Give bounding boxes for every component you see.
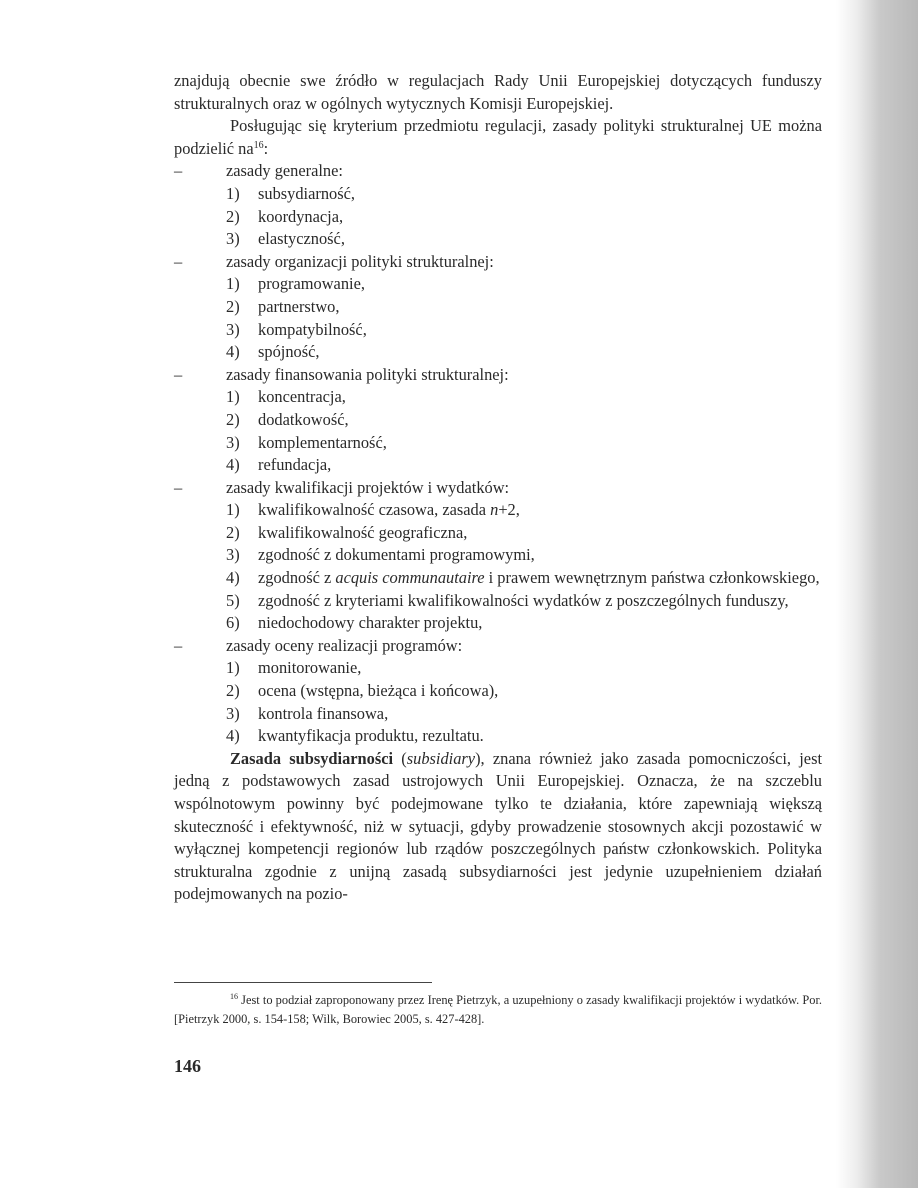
footnote-separator (174, 982, 432, 983)
page-body (174, 70, 822, 906)
dash-bullet: – (174, 161, 183, 181)
list-item: 4) spójność, (226, 342, 320, 362)
list-item: 1) subsydiarność, (226, 183, 355, 203)
numbered-list (174, 273, 822, 363)
group-heading: – zasady generalne: (174, 160, 822, 183)
list-item: 3) kontrola finansowa, (226, 703, 389, 723)
classification-text: Posługując się kryterium przedmiotu regulacji, zasady polityki strukturalnej UE można podzielić na (174, 116, 822, 158)
list-item: 3) kompatybilność, (226, 319, 367, 339)
group-heading: – zasady finansowania polityki strukturalnej: (174, 364, 822, 387)
list-item: 2) koordynacja, (226, 206, 344, 226)
list-item: 1) monitorowanie, (226, 658, 362, 678)
dash-bullet: – (174, 477, 183, 497)
list-item: 4) zgodność z acquis communautaire i prawem wewnętrznym państwa członkowskiego, (226, 568, 820, 588)
list-item: 2) partnerstwo, (226, 296, 340, 316)
list-item: 2) kwalifikowalność geograficzna, (226, 522, 468, 542)
list-item: 4) refundacja, (226, 455, 332, 475)
group-heading: – zasady organizacji polityki strukturalnej: (174, 251, 822, 274)
footnote-marker: 16 (230, 992, 238, 1001)
intro-paragraph: znajdują obecnie swe źródło w regulacjach Rady Unii Europejskiej dotyczących funduszy strukturalnych oraz w ogólnych wytycznych Komisji Europejskiej. (174, 71, 822, 113)
dash-bullet: – (174, 364, 183, 384)
list-item: 4) kwantyfikacja produktu, rezultatu. (226, 726, 484, 746)
group-heading: – zasady kwalifikacji projektów i wydatków: (174, 477, 822, 500)
page-number: 146 (174, 1056, 201, 1076)
list-item: 5) zgodność z kryteriami kwalifikowalności wydatków z poszczególnych funduszy, (226, 590, 789, 610)
term-heading: Zasada subsydiarności (230, 748, 394, 768)
list-item: 6) niedochodowy charakter projektu, (226, 613, 483, 633)
footnote (174, 991, 822, 1028)
subsidiarity-paragraph: Zasada subsydiarności (subsidiary), znana również jako zasada pomocniczości, jest jedną z podstawowych zasad ustrojowych Unii Europejskiej. Oznacza, że na szczeblu wspólnotowym powinny być podejmowane tylko te działania, które zapewniają większą skuteczność i efektywność, niż w sytuacji, gdyby prowadzenie stosownych akcji pozostawić w wyłącznej kompetencji regionów lub rządów poszczególnych państw członkowskich. Polityka strukturalna zgodnie z unijną zasadą subsydiarności jest jedynie uzupełnieniem działań podejmowanych na pozio- (174, 748, 823, 904)
list-item: 2) dodatkowość, (226, 409, 349, 429)
principles-group-organization (174, 251, 822, 364)
classification-paragraph: Posługując się kryterium przedmiotu regulacji, zasady polityki strukturalnej UE można podzielić $na^{16}$: (174, 116, 822, 158)
numbered-list (174, 183, 822, 251)
principles-group-eligibility (174, 477, 822, 635)
list-item: 2) ocena (wstępna, bieżąca i końcowa), (226, 681, 499, 701)
list-item: 1) kwalifikowalność czasowa, zasada n+2, (226, 500, 520, 520)
numbered-list (174, 657, 822, 747)
principles-group-general (174, 160, 822, 250)
numbered-list (174, 499, 822, 635)
footnote-text: Jest to podział zaproponowany przez Irenę Pietrzyk, a uzupełniony o zasady kwalifikacji projektów i wydatków. Por. [Pietrzyk 2000, s. 154-158; Wilk, Borowiec 2005, s. 427-428]. (174, 993, 822, 1026)
list-item: 1) programowanie, (226, 274, 365, 294)
numbered-list (174, 386, 822, 476)
list-item: 3) komplementarność, (226, 432, 387, 452)
principles-group-financing (174, 364, 822, 477)
group-heading: – zasady oceny realizacji programów: (174, 635, 822, 658)
dash-bullet: – (174, 251, 183, 271)
dash-bullet: – (174, 635, 183, 655)
principles-group-evaluation (174, 635, 822, 748)
list-item: 1) koncentracja, (226, 387, 346, 407)
list-item: 3) zgodność z dokumentami programowymi, (226, 545, 535, 565)
footnote-ref: 16 (253, 139, 264, 151)
list-item: 3) elastyczność, (226, 229, 345, 249)
